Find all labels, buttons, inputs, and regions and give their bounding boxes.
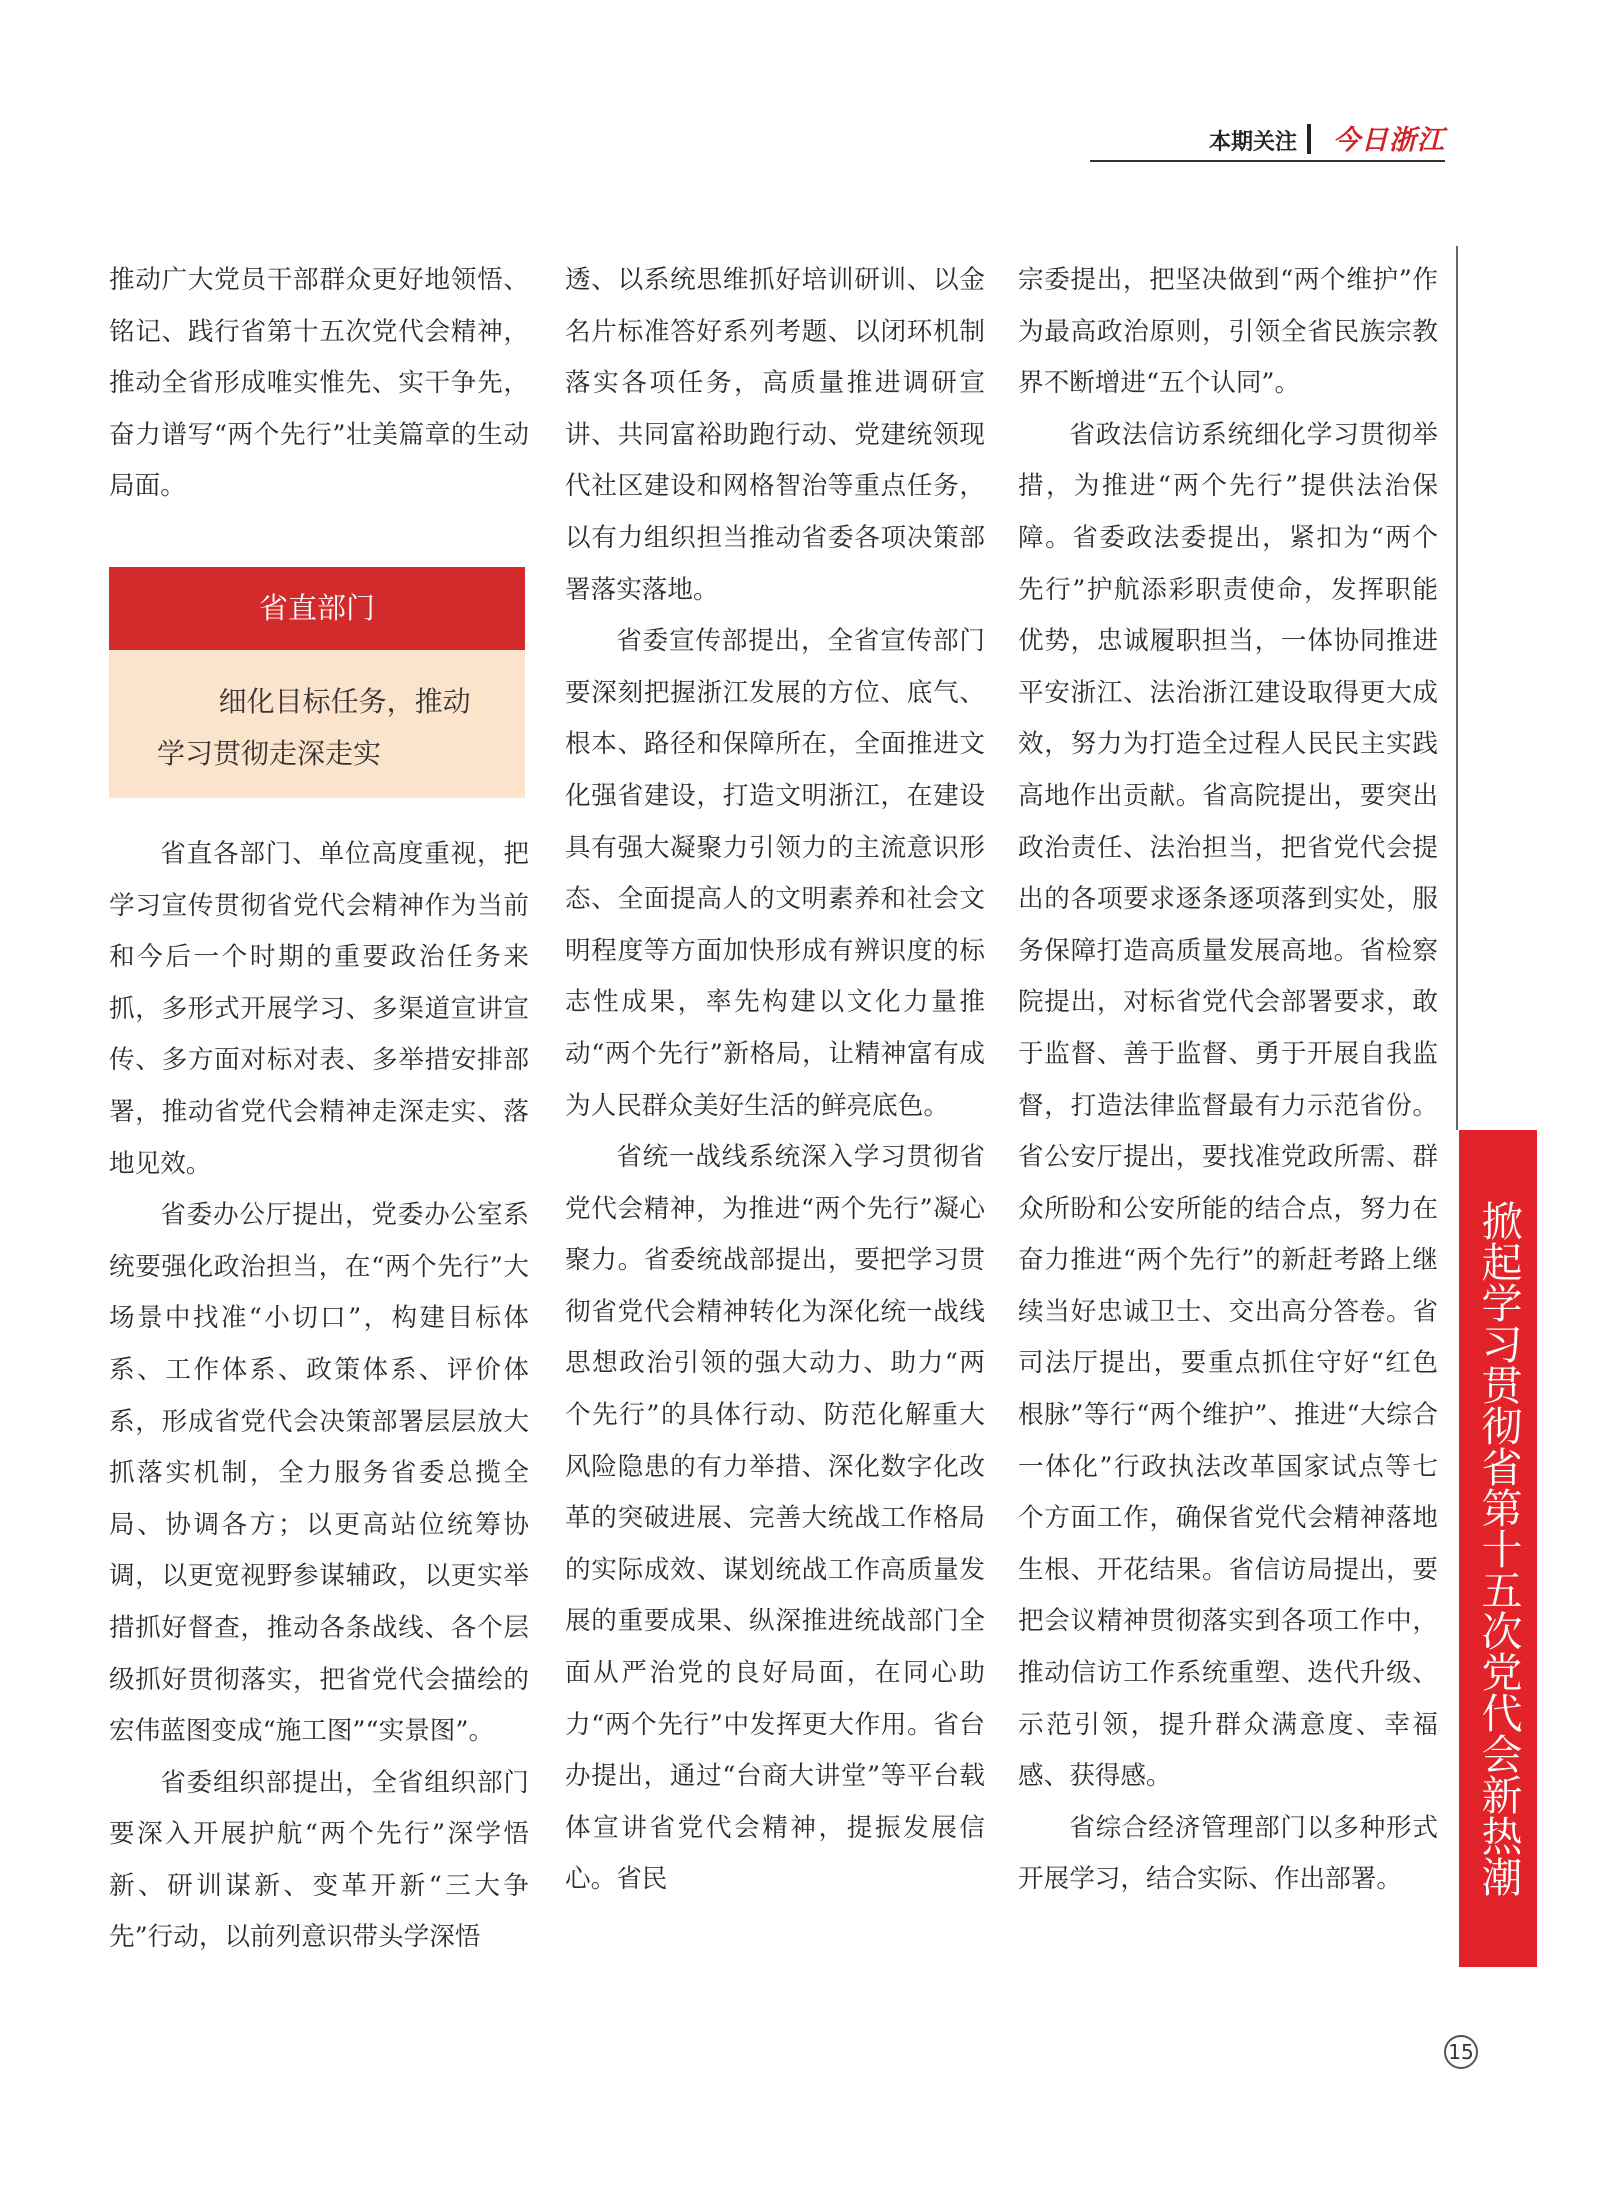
body-paragraph: 透、以系统思维抓好培训研训、以金名片标准答好系列考题、以闭环机制落实各项任务，高质量推进调研宣讲、共同富裕助跑行动、党建统领现代社区建设和网格智治等重点任务，以有力组织担当推动省委各项决策部署落实落地。 bbox=[565, 265, 985, 605]
column-1-body bbox=[109, 829, 529, 1964]
section-subtitle-line1: 细化目标任务，推动 bbox=[218, 685, 471, 718]
section-subtitle-line2: 学习贯彻走深走实 bbox=[157, 737, 382, 770]
header-separator bbox=[1307, 124, 1311, 154]
body-paragraph: 省政法信访系统细化学习贯彻举措，为推进“两个先行”提供法治保障。省委政法委提出，紧扣为“两个先行”护航添彩职责使命，发挥职能优势，忠诚履职担当，一体协同推进平安浙江、法治浙江建设取得更大成效，努力为打造全过程人民民主实践高地作出贡献。省高院提出，要突出政治责任、法治担当，把省党代会提出的各项要求逐条逐项落到实处，服务保障打造高质量发展高地。省检察院提出，对标省党代会部署要求，敢于监督、善于监督、勇于开展自我监督，打造法律监督最有力示范省份。省公安厅提出，要找准党政所需、群众所盼和公安所能的结合点，努力在奋力推进“两个先行”的新赶考路上继续当好忠诚卫士、交出高分答卷。省司法厅提出，要重点抓住守好“红色根脉”等行“两个维护”、推进“大综合一体化”行政执法改革国家试点等七个方面工作，确保省党代会精神落地生根、开花结果。省信访局提出，要把会议精神贯彻落实到各项工作中，推动信访工作系统重塑、迭代升级、示范引领，提升群众满意度、幸福感、获得感。 bbox=[1018, 419, 1438, 1792]
body-paragraph: 省委组织部提出，全省组织部门要深入开展护航“两个先行”深学悟新、研训谋新、变革开新“三大争先”行动，以前列意识带头学深悟 bbox=[109, 1767, 529, 1953]
column-3-body bbox=[1018, 255, 1438, 1906]
running-header bbox=[1090, 124, 1445, 162]
section-subtitle-box bbox=[109, 650, 525, 798]
body-paragraph: 省委办公厅提出，党委办公室系统要强化政治担当，在“两个先行”大场景中找准“小切口”，构建目标体系、工作体系、政策体系、评价体系，形成省党代会决策部署层层放大抓落实机制，全力服务省委总揽全局、协调各方；以更高站位统筹协调，以更宽视野参谋辅政，以更实举措抓好督查，推动各条战线、各个层级抓好贯彻落实，把省党代会描绘的宏伟蓝图变成“施工图”“实景图”。 bbox=[109, 1200, 529, 1747]
section-heading: 省直部门 bbox=[109, 567, 525, 650]
vertical-topic-banner: 掀起学习贯彻省第十五次党代会新热潮 bbox=[1459, 1130, 1537, 1967]
body-paragraph: 宗委提出，把坚决做到“两个维护”作为最高政治原则，引领全省民族宗教界不断增进“五个认同”。 bbox=[1018, 265, 1438, 399]
body-paragraph: 省综合经济管理部门以多种形式开展学习，结合实际、作出部署。 bbox=[1018, 1812, 1438, 1895]
body-paragraph: 省委宣传部提出，全省宣传部门要深刻把握浙江发展的方位、底气、根本、路径和保障所在，全面推进文化强省建设，打造文明浙江，在建设具有强大凝聚力引领力的主流意识形态、全面提高人的文明素养和社会文明程度等方面加快形成有辨识度的标志性成果，率先构建以文化力量推动“两个先行”新格局，让精神富有成为人民群众美好生活的鲜亮底色。 bbox=[565, 626, 985, 1121]
column-divider-rule bbox=[1456, 246, 1458, 1130]
page-number: 15 bbox=[1444, 2035, 1478, 2069]
intro-paragraph: 推动广大党员干部群众更好地领悟、铭记、践行省第十五次党代会精神，推动全省形成唯实惟先、实干争先，奋力谱写“两个先行”壮美篇章的生动局面。 bbox=[109, 265, 529, 502]
body-paragraph: 省统一战线系统深入学习贯彻省党代会精神，为推进“两个先行”凝心聚力。省委统战部提出，要把学习贯彻省党代会精神转化为深化统一战线思想政治引领的强大动力、助力“两个先行”的具体行动、防范化解重大风险隐患的有力举措、深化数字化改革的突破进展、完善大统战工作格局的实际成效、谋划统战工作高质量发展的重要成果、纵深推进统战部门全面从严治党的良好局面，在同心助力“两个先行”中发挥更大作用。省台办提出，通过“台商大讲堂”等平台载体宣讲省党代会精神，提振发展信心。省民 bbox=[565, 1142, 985, 1895]
body-paragraph: 省直各部门、单位高度重视，把学习宣传贯彻省党代会精神作为当前和今后一个时期的重要政治任务来抓，多形式开展学习、多渠道宣讲宣传、多方面对标对表、多举措安排部署，推动省党代会精神走深走实、落地见效。 bbox=[109, 839, 529, 1179]
magazine-logo: 今日浙江 bbox=[1333, 125, 1445, 156]
header-section-title: 本期关注 bbox=[1208, 130, 1297, 155]
column-1-intro bbox=[109, 255, 529, 513]
column-2-body bbox=[565, 255, 985, 1906]
